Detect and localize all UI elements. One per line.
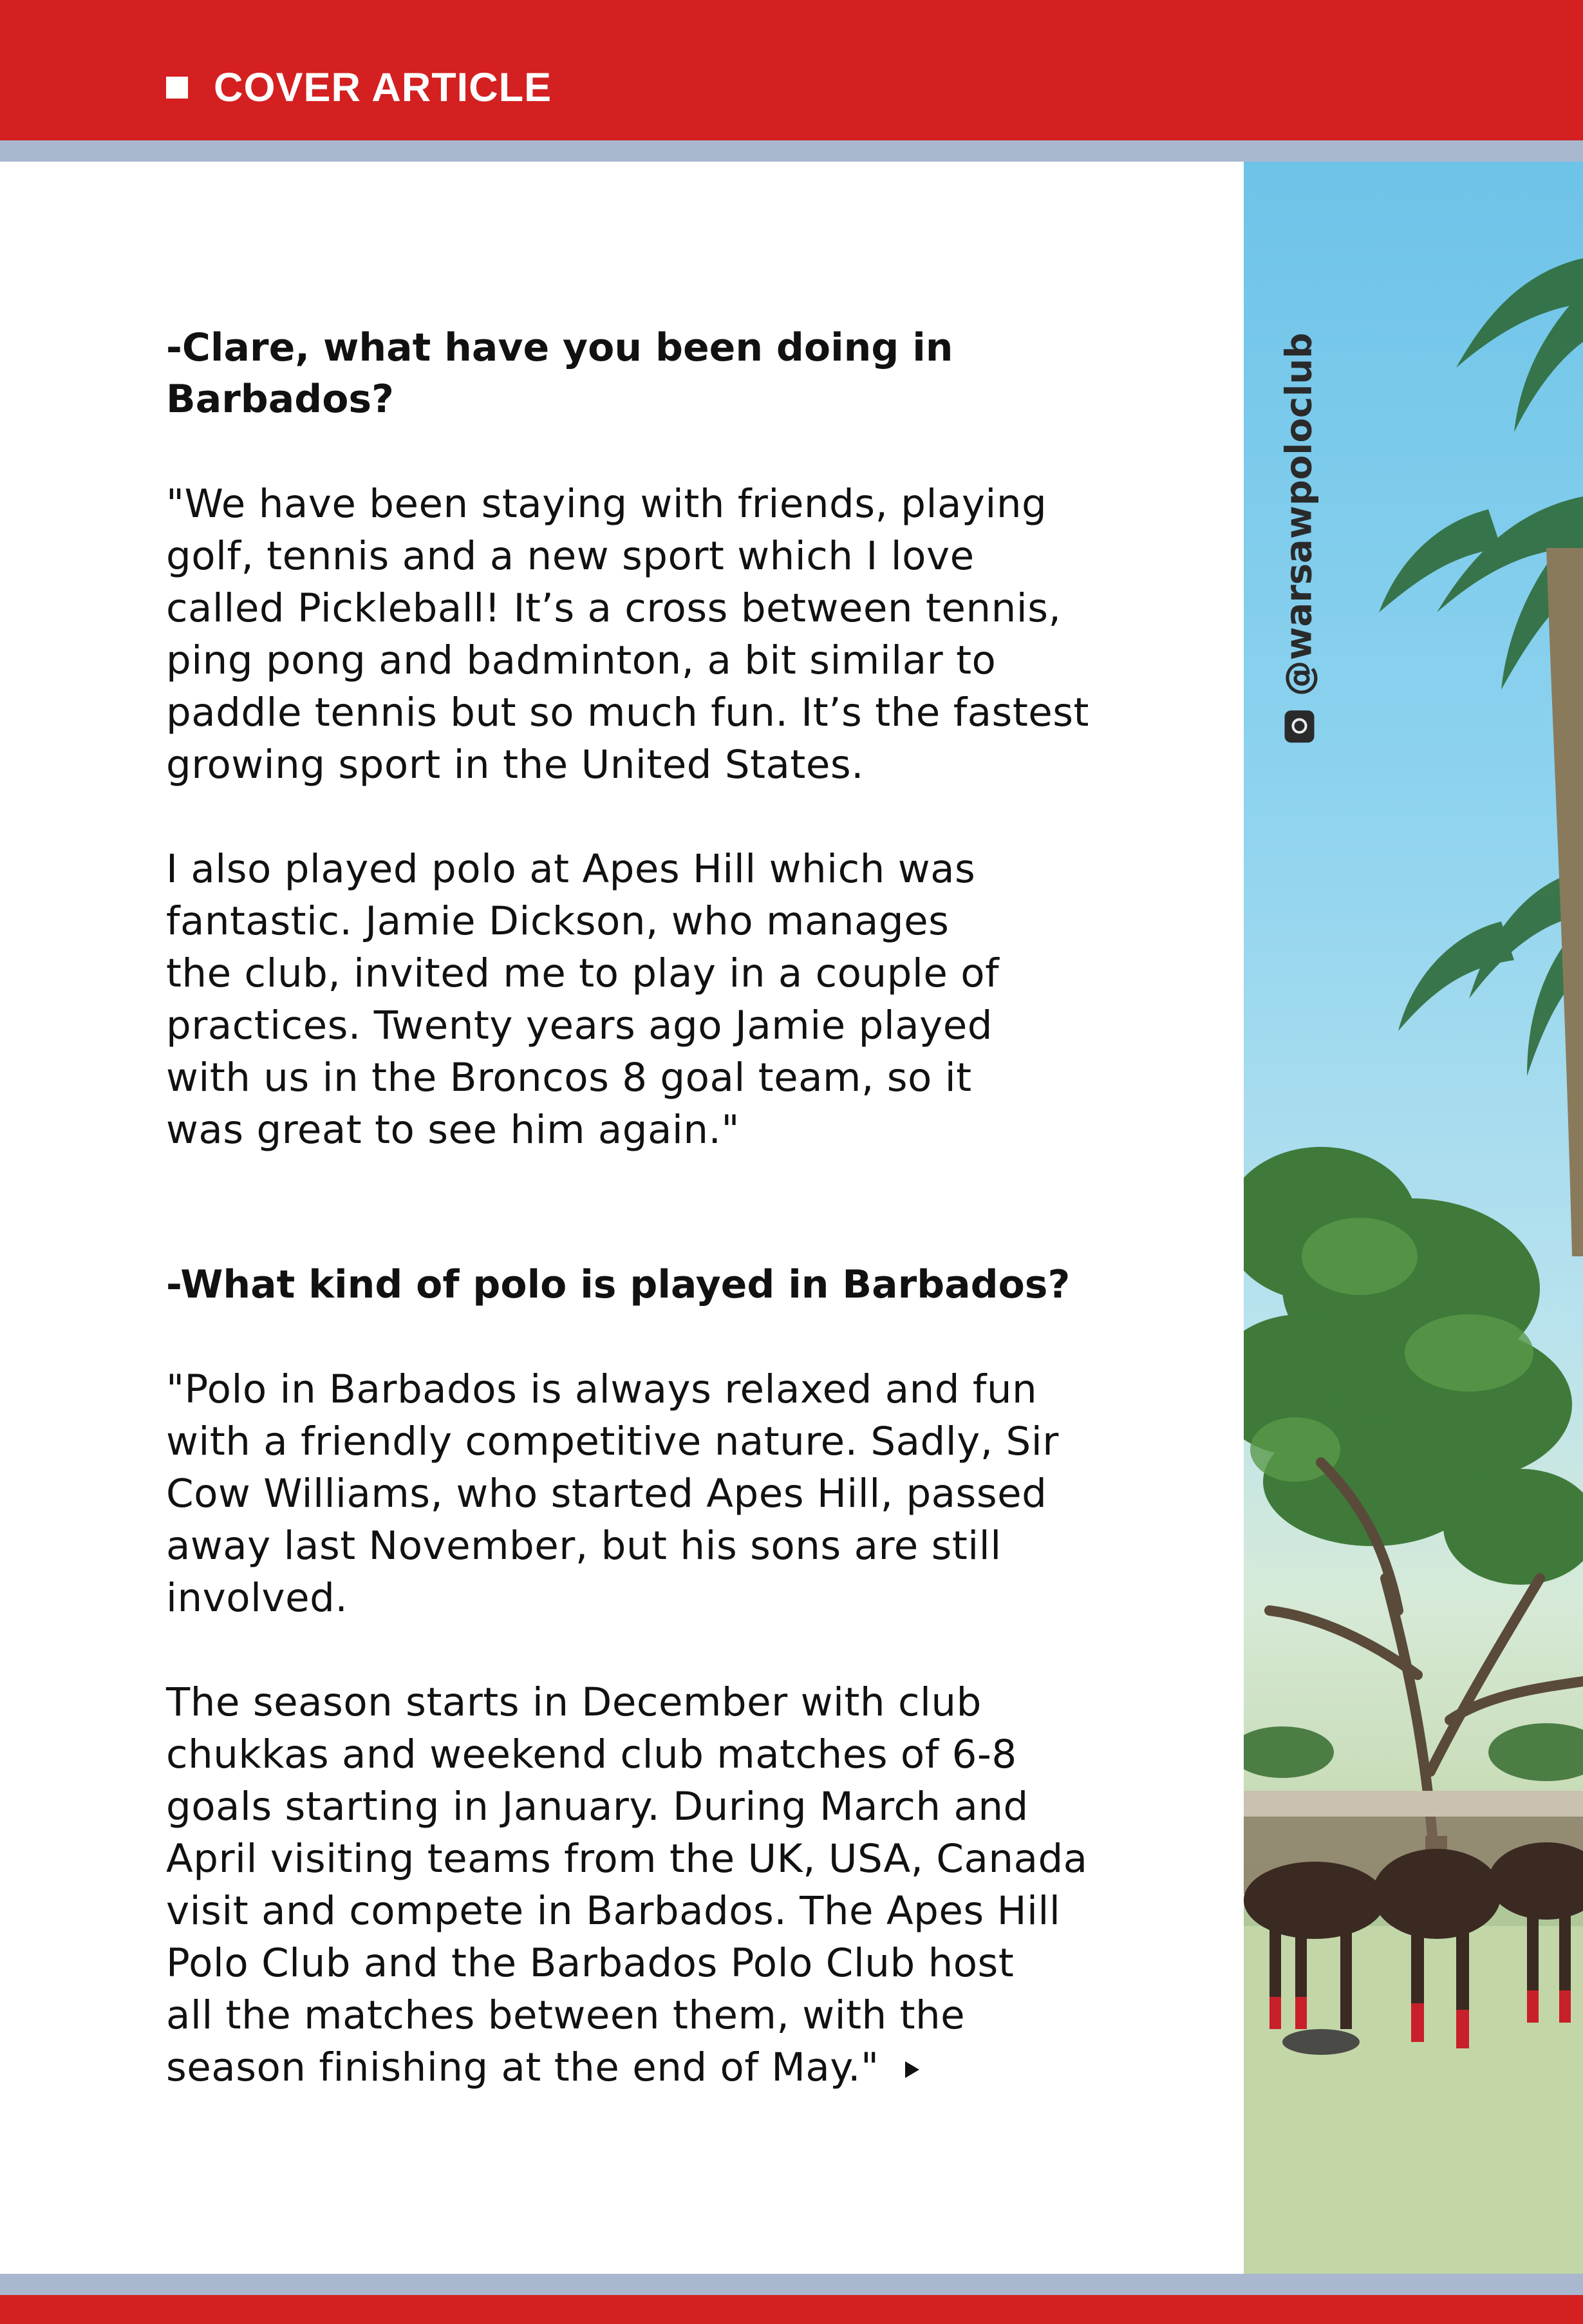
answer-1-paragraph-1: "We have been staying with friends, playing golf, tennis and a new sport which I love called Pickleball! It’s a cross between tennis, ping pong and badminton, a bit similar to paddle tennis but so much fun. It’s the fastest growing sport in the United States. (166, 481, 1089, 788)
instagram-handle (1267, 332, 1331, 744)
header-stripe (0, 140, 1583, 162)
footer-bar (0, 2295, 1583, 2324)
section-label (166, 62, 552, 113)
instagram-camera-icon (1284, 710, 1314, 742)
article-continue-arrow-icon (905, 2061, 919, 2078)
square-bullet-icon (166, 77, 188, 99)
question-1: -Clare, what have you been doing in Barbados? (166, 325, 953, 422)
question-2: -What kind of polo is played in Barbados? (166, 1262, 1071, 1307)
instagram-handle-text: @warsawpoloclub (1278, 332, 1320, 697)
article-body (166, 322, 1132, 2093)
header-bar (0, 0, 1583, 140)
answer-2-paragraph-1: "Polo in Barbados is always relaxed and fun with a friendly competitive nature. Sadly, Sir Cow Williams, who started Apes Hill, passed away last November, but his sons are still involved. (166, 1366, 1059, 1621)
answer-1-paragraph-2: I also played polo at Apes Hill which was fantastic. Jamie Dickson, who manages the club, invited me to play in a couple of practices. Twenty years ago Jamie played with us in the Broncos 8 goal team, so it was great to see him again." (166, 846, 1000, 1153)
section-label-text: COVER ARTICLE (214, 65, 552, 110)
footer-stripe (0, 2274, 1583, 2295)
answer-2-paragraph-2: The season starts in December with club chukkas and weekend club matches of 6-8 goals starting in January. During March and April visiting teams from the UK, USA, Canada visit and compete in Barbados. The Apes Hill Polo Club and the Barbados Polo Club host all the matches between them, with the season finishing at the end of May." (166, 1679, 1088, 2090)
